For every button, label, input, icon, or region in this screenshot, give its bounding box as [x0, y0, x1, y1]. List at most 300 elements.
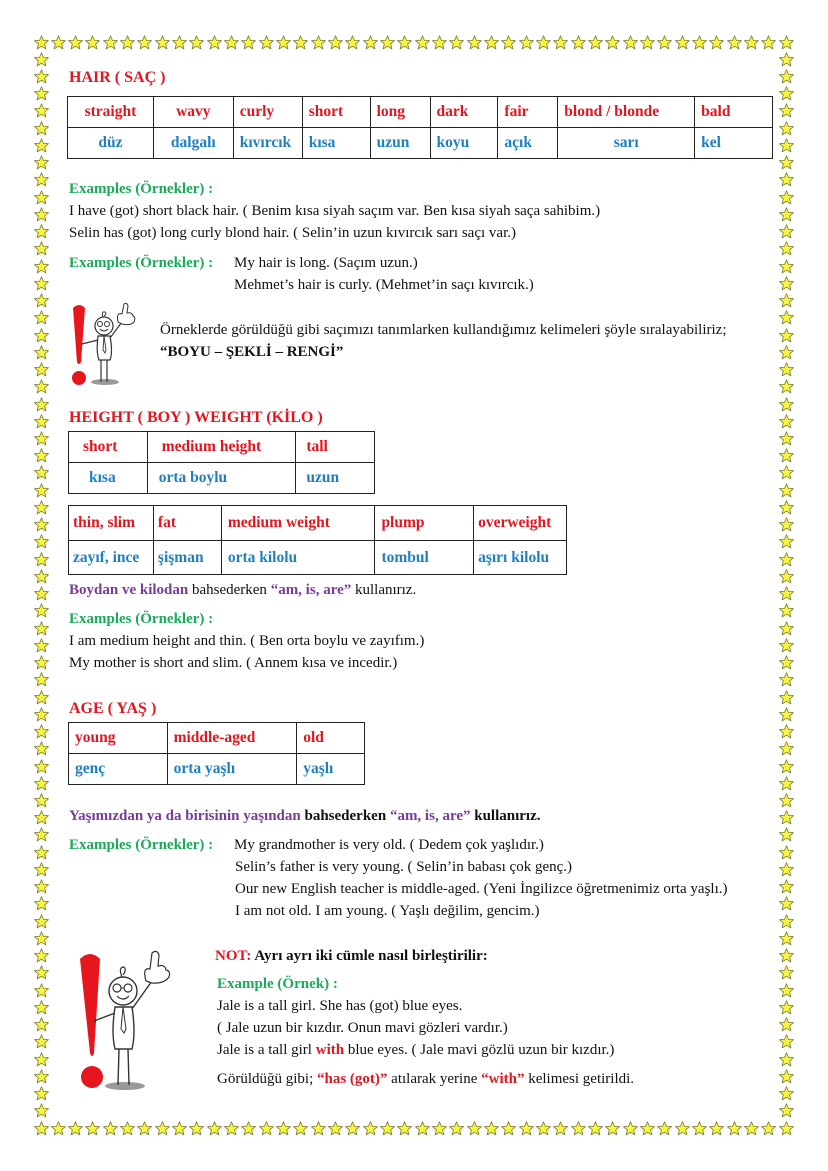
star-icon — [779, 35, 794, 50]
star-icon — [779, 896, 794, 911]
star-icon — [779, 69, 794, 84]
star-icon — [519, 35, 534, 50]
height-weight-rule — [69, 582, 416, 599]
hair-turkish-row — [68, 128, 773, 159]
age-english-row — [69, 723, 365, 754]
star-icon — [779, 759, 794, 774]
star-icon — [605, 1121, 620, 1136]
age-title: AGE ( YAŞ ) — [69, 700, 157, 717]
height-term-tr: orta boylu — [147, 463, 296, 494]
weight-term-en: medium weight — [221, 506, 375, 541]
star-icon — [779, 310, 794, 325]
weight-term-tr: şişman — [153, 541, 221, 575]
hair-term-tr: sarı — [558, 128, 695, 159]
star-icon — [345, 35, 360, 50]
star-icon — [571, 1121, 586, 1136]
weight-term-en: fat — [153, 506, 221, 541]
star-icon — [34, 879, 49, 894]
age-term-en: middle-aged — [167, 723, 297, 754]
hair-term-tr: uzun — [370, 128, 430, 159]
star-icon — [34, 983, 49, 998]
star-icon — [34, 724, 49, 739]
star-icon — [779, 707, 794, 722]
star-icon — [779, 121, 794, 136]
star-icon — [34, 1086, 49, 1101]
star-icon — [779, 207, 794, 222]
star-icon — [189, 35, 204, 50]
star-icon — [779, 293, 794, 308]
age-example-line: Selin’s father is very young. ( Selin’in babası çok genç.) — [235, 859, 573, 875]
age-turkish-row — [69, 754, 365, 785]
star-icon — [536, 1121, 551, 1136]
age-example-line: My grandmother is very old. ( Dedem çok yaşlıdır.) — [234, 837, 544, 853]
star-icon — [34, 1000, 49, 1015]
star-icon — [779, 172, 794, 187]
star-icon — [276, 1121, 291, 1136]
star-icon — [34, 914, 49, 929]
star-icon — [744, 1121, 759, 1136]
age-example-line: Our new English teacher is middle-aged. (Yeni İngilizce öğretmenimiz orta yaşlı.) — [235, 881, 728, 897]
height-weight-examples-label: Examples (Örnekler) : — [69, 611, 214, 627]
star-icon — [727, 1121, 742, 1136]
star-icon — [640, 35, 655, 50]
star-icon — [68, 35, 83, 50]
rule-text: bahsederken — [188, 582, 271, 598]
star-icon — [761, 35, 776, 50]
star-icon — [779, 414, 794, 429]
hair-term-en: dark — [430, 97, 498, 128]
hair-term-tr: koyu — [430, 128, 498, 159]
star-icon — [34, 896, 49, 911]
note-heading — [215, 948, 488, 965]
star-icon — [34, 1017, 49, 1032]
note-line3-end: blue eyes. ( Jale mavi gözlü uzun bir kızdır.) — [344, 1042, 615, 1058]
star-icon — [779, 379, 794, 394]
star-icon — [380, 1121, 395, 1136]
rule-verbs: “am, is, are” — [270, 582, 352, 598]
note-title: Ayrı ayrı iki cümle nasıl birleştirilir: — [251, 948, 488, 964]
height-weight-title: HEIGHT ( BOY ) WEIGHT (KİLO ) — [69, 409, 323, 426]
star-icon — [120, 35, 135, 50]
star-icon — [34, 672, 49, 687]
star-icon — [34, 517, 49, 532]
star-icon — [34, 793, 49, 808]
note-line4-mid: atılarak yerine — [387, 1071, 482, 1087]
age-term-tr: genç — [69, 754, 168, 785]
height-term-tr: uzun — [296, 463, 375, 494]
star-icon — [779, 1052, 794, 1067]
star-icon — [137, 35, 152, 50]
star-icon — [779, 138, 794, 153]
star-icon — [779, 948, 794, 963]
star-icon — [34, 310, 49, 325]
star-icon — [207, 35, 222, 50]
star-icon — [415, 1121, 430, 1136]
star-icon — [34, 603, 49, 618]
star-icon — [293, 35, 308, 50]
star-icon — [397, 35, 412, 50]
star-icon — [103, 1121, 118, 1136]
star-icon — [85, 1121, 100, 1136]
star-icon — [432, 1121, 447, 1136]
star-icon — [779, 862, 794, 877]
star-icon — [85, 35, 100, 50]
height-term-en: medium height — [147, 432, 296, 463]
hair-term-tr: düz — [68, 128, 154, 159]
star-icon — [34, 448, 49, 463]
star-icon — [779, 810, 794, 825]
star-icon — [34, 207, 49, 222]
star-icon — [172, 1121, 187, 1136]
note-line4-start: Görüldüğü gibi; — [217, 1071, 317, 1087]
note-line — [217, 1042, 614, 1059]
rule-text-end: kullanırız. — [351, 582, 417, 598]
star-icon — [484, 1121, 499, 1136]
star-icon — [779, 241, 794, 256]
hair-term-tr: kıvırcık — [233, 128, 302, 159]
star-icon — [779, 1000, 794, 1015]
star-icon — [588, 1121, 603, 1136]
star-icon — [779, 1017, 794, 1032]
star-icon — [779, 931, 794, 946]
star-icon — [34, 69, 49, 84]
star-icon — [34, 345, 49, 360]
hair-term-en: blond / blonde — [558, 97, 695, 128]
hair-example-line: I have (got) short black hair. ( Benim kısa siyah saçım var. Ben kısa siyah saça sahibim.) — [69, 203, 601, 219]
hair-vocab-table — [67, 96, 773, 159]
star-icon — [34, 931, 49, 946]
star-icon — [34, 103, 49, 118]
star-icon — [779, 569, 794, 584]
note-line: ( Jale uzun bir kızdır. Onun mavi gözleri vardır.) — [217, 1020, 508, 1036]
star-icon — [311, 1121, 326, 1136]
star-icon — [553, 35, 568, 50]
star-icon — [779, 500, 794, 515]
star-icon — [34, 1103, 49, 1118]
star-icon — [779, 655, 794, 670]
rule-verbs: “am, is, are” — [389, 808, 471, 824]
star-icon — [692, 35, 707, 50]
star-icon — [779, 1103, 794, 1118]
rule-subject: Yaşımızdan ya da birisinin yaşından — [69, 808, 301, 824]
star-icon — [779, 259, 794, 274]
star-icon — [553, 1121, 568, 1136]
note-conclusion — [217, 1071, 634, 1088]
star-icon — [675, 35, 690, 50]
star-icon — [779, 483, 794, 498]
height-english-row — [69, 432, 375, 463]
hair-examples-label: Examples (Örnekler) : — [69, 181, 214, 197]
star-icon — [34, 1069, 49, 1084]
star-icon — [779, 552, 794, 567]
star-icon — [34, 259, 49, 274]
star-icon — [103, 35, 118, 50]
star-icon — [328, 1121, 343, 1136]
star-icon — [779, 465, 794, 480]
height-weight-example-line: My mother is short and slim. ( Annem kısa ve incedir.) — [69, 655, 398, 671]
star-icon — [51, 1121, 66, 1136]
star-icon — [137, 1121, 152, 1136]
star-icon — [779, 690, 794, 705]
star-icon — [415, 35, 430, 50]
star-icon — [34, 534, 49, 549]
star-icon — [744, 35, 759, 50]
star-icon — [709, 35, 724, 50]
age-term-tr: yaşlı — [297, 754, 365, 785]
star-icon — [34, 741, 49, 756]
star-icon — [34, 776, 49, 791]
star-icon — [34, 414, 49, 429]
age-term-en: old — [297, 723, 365, 754]
star-icon — [501, 1121, 516, 1136]
star-icon — [363, 1121, 378, 1136]
star-icon — [779, 345, 794, 360]
star-icon — [657, 1121, 672, 1136]
star-icon — [588, 35, 603, 50]
star-icon — [779, 983, 794, 998]
hair-order-note: Örneklerde görüldüğü gibi saçımızı tanımlarken kullandığımız kelimeleri şöyle sıralayabiliriz; — [160, 322, 727, 338]
hair-term-en: long — [370, 97, 430, 128]
star-icon — [34, 707, 49, 722]
weight-term-tr: orta kilolu — [221, 541, 375, 575]
rule-subject: Boydan ve kilodan — [69, 582, 189, 598]
age-term-tr: orta yaşlı — [167, 754, 297, 785]
hair-term-en: straight — [68, 97, 154, 128]
note-line3-start: Jale is a tall girl — [217, 1042, 316, 1058]
star-icon — [34, 965, 49, 980]
star-icon — [779, 86, 794, 101]
star-icon — [34, 810, 49, 825]
star-icon — [519, 1121, 534, 1136]
age-term-en: young — [69, 723, 168, 754]
star-icon — [207, 1121, 222, 1136]
star-icon — [34, 155, 49, 170]
star-icon — [623, 35, 638, 50]
star-icon — [779, 103, 794, 118]
hair-term-en: bald — [695, 97, 773, 128]
warning-figure-icon — [70, 945, 180, 1095]
star-icon — [224, 1121, 239, 1136]
star-icon — [259, 1121, 274, 1136]
star-icon — [761, 1121, 776, 1136]
star-icon — [779, 827, 794, 842]
star-icon — [34, 827, 49, 842]
star-icon — [657, 35, 672, 50]
star-icon — [709, 1121, 724, 1136]
star-icon — [779, 534, 794, 549]
star-icon — [779, 328, 794, 343]
star-icon — [779, 52, 794, 67]
hair-examples2-label: Examples (Örnekler) : — [69, 255, 214, 271]
star-icon — [189, 1121, 204, 1136]
note-label: NOT: — [215, 948, 252, 964]
star-icon — [34, 276, 49, 291]
star-icon — [34, 621, 49, 636]
star-icon — [605, 35, 620, 50]
star-icon — [623, 1121, 638, 1136]
hair-term-en: short — [302, 97, 370, 128]
star-icon — [34, 86, 49, 101]
star-icon — [536, 35, 551, 50]
star-icon — [779, 448, 794, 463]
star-icon — [276, 35, 291, 50]
star-icon — [259, 35, 274, 50]
star-icon — [779, 431, 794, 446]
star-icon — [34, 1034, 49, 1049]
star-icon — [34, 759, 49, 774]
star-icon — [779, 276, 794, 291]
star-icon — [34, 552, 49, 567]
star-icon — [779, 586, 794, 601]
hair-term-tr: dalgalı — [153, 128, 233, 159]
note-line4-end: kelimesi getirildi. — [524, 1071, 635, 1087]
hair-order-rule: “BOYU – ŞEKLİ – RENGİ” — [160, 344, 344, 360]
star-icon — [34, 172, 49, 187]
star-icon — [34, 948, 49, 963]
height-term-en: tall — [296, 432, 375, 463]
star-icon — [779, 914, 794, 929]
age-examples-label: Examples (Örnekler) : — [69, 837, 214, 853]
star-icon — [34, 241, 49, 256]
star-icon — [34, 328, 49, 343]
star-icon — [34, 655, 49, 670]
hair-example-line: Selin has (got) long curly blond hair. ( Selin’in uzun kıvırcık sarı saçı var.) — [69, 225, 516, 241]
star-icon — [779, 672, 794, 687]
star-icon — [484, 35, 499, 50]
star-icon — [34, 586, 49, 601]
star-icon — [779, 845, 794, 860]
star-icon — [241, 1121, 256, 1136]
star-icon — [397, 1121, 412, 1136]
star-icon — [640, 1121, 655, 1136]
hair-term-tr: açık — [498, 128, 558, 159]
star-icon — [571, 35, 586, 50]
star-icon — [692, 1121, 707, 1136]
star-icon — [34, 465, 49, 480]
star-icon — [34, 431, 49, 446]
age-vocab-table — [68, 722, 365, 785]
star-icon — [34, 845, 49, 860]
star-icon — [34, 500, 49, 515]
star-icon — [363, 35, 378, 50]
star-icon — [34, 190, 49, 205]
star-icon — [449, 1121, 464, 1136]
star-icon — [34, 690, 49, 705]
has-got-keyword: “has (got)” — [317, 1071, 388, 1087]
hair-example2-line: Mehmet’s hair is curly. (Mehmet’in saçı kıvırcık.) — [234, 277, 534, 293]
height-weight-example-line: I am medium height and thin. ( Ben orta boylu ve zayıfım.) — [69, 633, 425, 649]
star-icon — [120, 1121, 135, 1136]
star-icon — [432, 35, 447, 50]
star-icon — [311, 35, 326, 50]
star-icon — [779, 793, 794, 808]
star-icon — [779, 190, 794, 205]
star-icon — [155, 1121, 170, 1136]
note-line: Jale is a tall girl. She has (got) blue eyes. — [217, 998, 463, 1014]
star-icon — [779, 1069, 794, 1084]
hair-term-tr: kısa — [302, 128, 370, 159]
age-example-line: I am not old. I am young. ( Yaşlı değilim, gencim.) — [235, 903, 540, 919]
weight-vocab-table — [68, 505, 567, 575]
weight-english-row — [69, 506, 567, 541]
age-rule — [69, 808, 541, 825]
hair-example2-line: My hair is long. (Saçım uzun.) — [234, 255, 418, 271]
star-icon — [293, 1121, 308, 1136]
star-icon — [779, 776, 794, 791]
star-icon — [224, 35, 239, 50]
weight-turkish-row — [69, 541, 567, 575]
star-icon — [779, 638, 794, 653]
rule-text: bahsederken — [300, 808, 390, 824]
star-icon — [34, 1121, 49, 1136]
weight-term-tr: aşırı kilolu — [474, 541, 567, 575]
star-icon — [779, 397, 794, 412]
star-icon — [34, 379, 49, 394]
star-icon — [34, 138, 49, 153]
star-icon — [779, 621, 794, 636]
hair-term-en: curly — [233, 97, 302, 128]
note-example-label: Example (Örnek) : — [217, 976, 338, 992]
star-icon — [779, 1121, 794, 1136]
star-icon — [779, 603, 794, 618]
hair-term-tr: kel — [695, 128, 773, 159]
star-icon — [34, 121, 49, 136]
star-icon — [779, 517, 794, 532]
star-icon — [727, 35, 742, 50]
star-icon — [345, 1121, 360, 1136]
height-vocab-table — [68, 431, 375, 494]
weight-term-en: overweight — [474, 506, 567, 541]
star-icon — [449, 35, 464, 50]
weight-term-tr: zayıf, ince — [69, 541, 154, 575]
star-icon — [34, 862, 49, 877]
hair-term-en: wavy — [153, 97, 233, 128]
star-icon — [34, 638, 49, 653]
warning-figure-icon — [68, 300, 148, 390]
star-icon — [34, 362, 49, 377]
star-icon — [34, 293, 49, 308]
star-icon — [779, 741, 794, 756]
height-term-en: short — [69, 432, 148, 463]
star-icon — [172, 35, 187, 50]
hair-term-en: fair — [498, 97, 558, 128]
hair-title: HAIR ( SAÇ ) — [69, 69, 166, 86]
star-icon — [34, 483, 49, 498]
star-icon — [467, 35, 482, 50]
hair-english-row — [68, 97, 773, 128]
with-keyword: “with” — [481, 1071, 525, 1087]
star-icon — [380, 35, 395, 50]
star-icon — [34, 569, 49, 584]
star-icon — [779, 224, 794, 239]
star-icon — [34, 224, 49, 239]
star-icon — [675, 1121, 690, 1136]
star-icon — [779, 155, 794, 170]
star-icon — [779, 965, 794, 980]
star-icon — [467, 1121, 482, 1136]
rule-text-end: kullanırız. — [470, 808, 541, 824]
star-icon — [779, 362, 794, 377]
star-icon — [51, 35, 66, 50]
star-icon — [34, 52, 49, 67]
star-icon — [501, 35, 516, 50]
star-icon — [155, 35, 170, 50]
star-icon — [779, 1034, 794, 1049]
star-icon — [34, 397, 49, 412]
weight-term-tr: tombul — [375, 541, 474, 575]
star-icon — [34, 35, 49, 50]
height-term-tr: kısa — [69, 463, 148, 494]
